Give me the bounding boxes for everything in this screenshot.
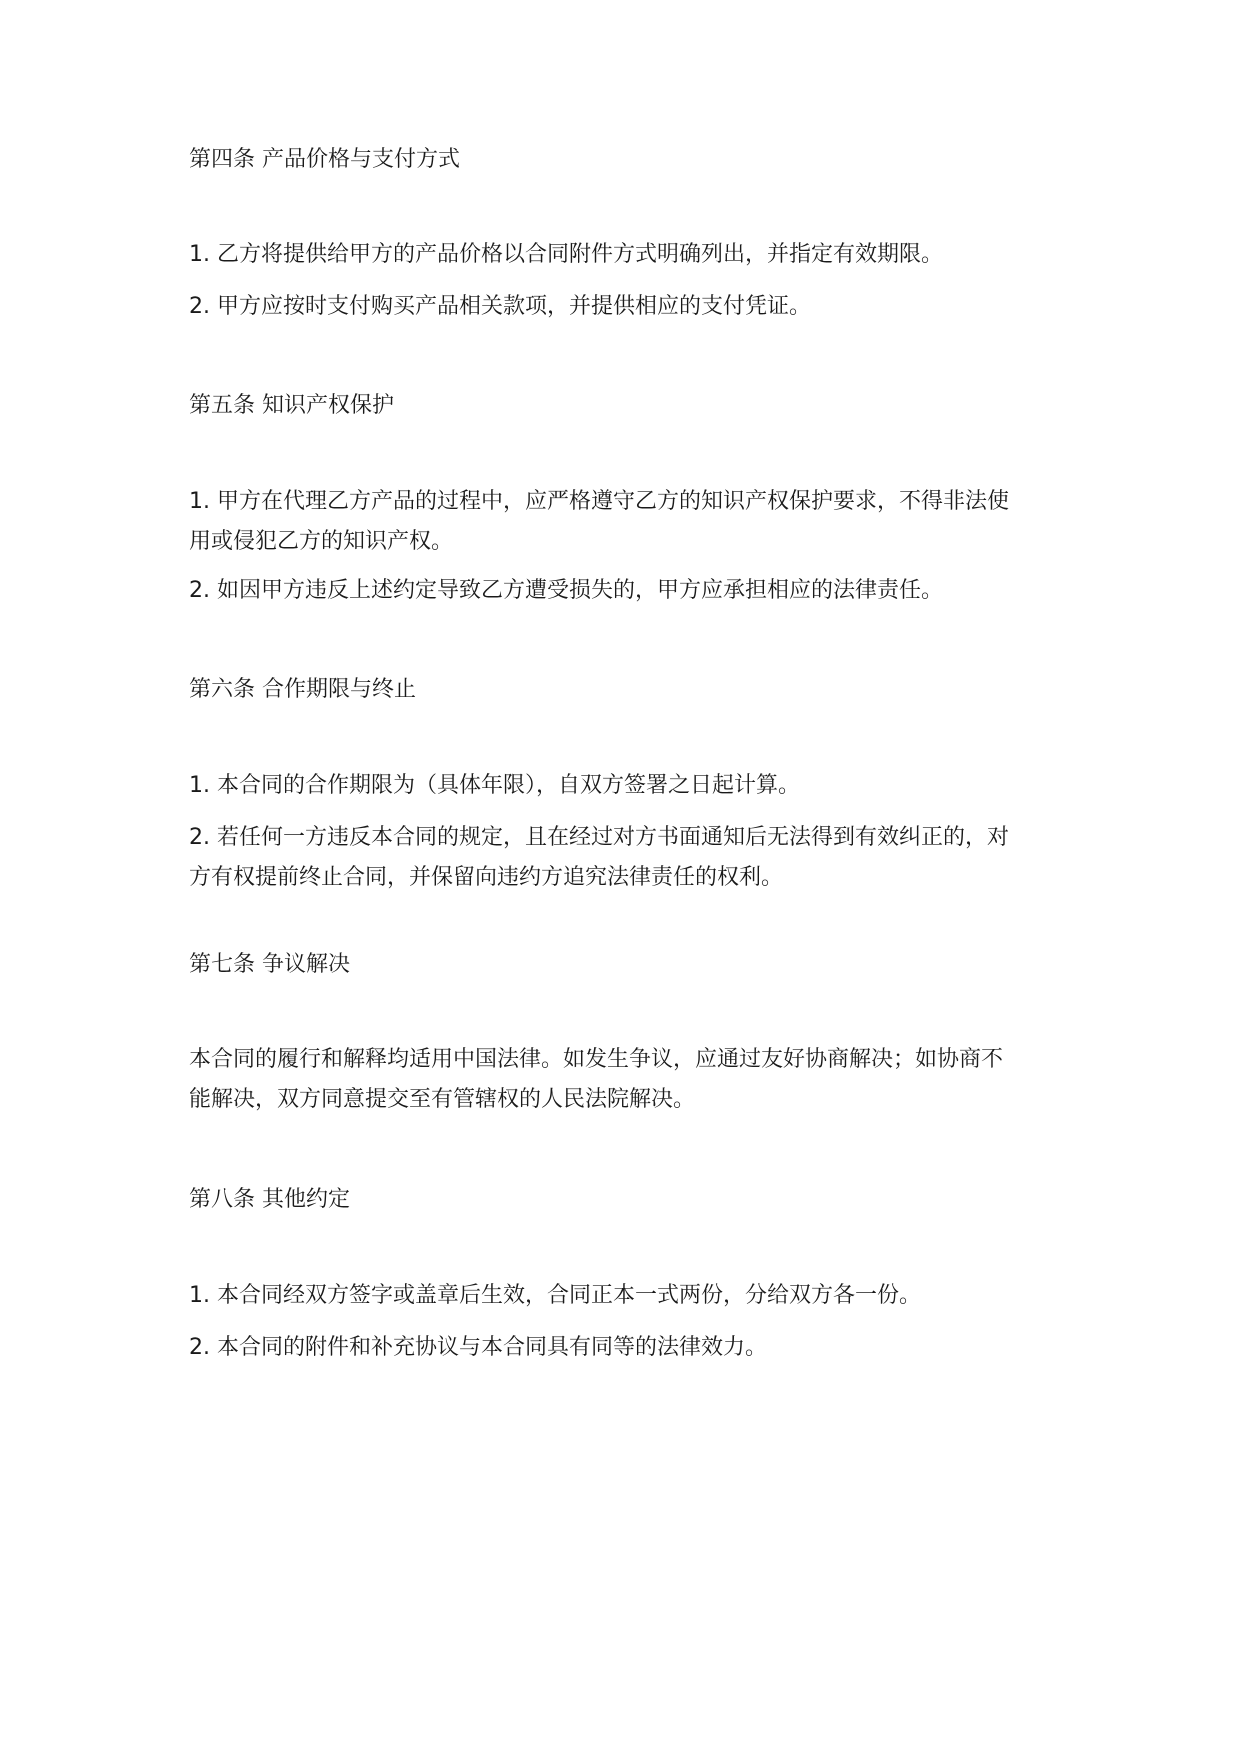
clause-item (189, 237, 1059, 273)
clause-item (189, 573, 1059, 609)
clause-line: 1. 本合同经双方签字或盖章后生效，合同正本一式两份，分给双方各一份。 (189, 1283, 921, 1308)
clause-line: 本合同的履行和解释均适用中国法律。如发生争议，应通过友好协商解决；如协商不 (189, 1047, 1004, 1072)
clause-item (189, 1278, 1059, 1314)
section-heading: 第五条 知识产权保护 (189, 393, 394, 418)
clause-item (189, 820, 1059, 896)
clause-line: 1. 甲方在代理乙方产品的过程中，应严格遵守乙方的知识产权保护要求，不得非法使 (189, 489, 1009, 514)
clause-line: 1. 本合同的合作期限为（具体年限），自双方签署之日起计算。 (189, 773, 800, 798)
clause-item (189, 484, 1059, 560)
clause-line: 方有权提前终止合同，并保留向违约方追究法律责任的权利。 (189, 865, 784, 890)
clause-item (189, 1330, 1059, 1366)
clause-line: 2. 本合同的附件和补充协议与本合同具有同等的法律效力。 (189, 1335, 767, 1360)
clause-item (189, 768, 1059, 804)
clause-line: 能解决，双方同意提交至有管辖权的人民法院解决。 (189, 1087, 696, 1112)
section-heading: 第七条 争议解决 (189, 952, 350, 977)
section-heading: 第四条 产品价格与支付方式 (189, 147, 460, 172)
section-heading: 第六条 合作期限与终止 (189, 677, 416, 702)
clause-line: 2. 如因甲方违反上述约定导致乙方遭受损失的，甲方应承担相应的法律责任。 (189, 578, 943, 603)
section-heading: 第八条 其他约定 (189, 1187, 350, 1212)
clause-line: 2. 若任何一方违反本合同的规定，且在经过对方书面通知后无法得到有效纠正的，对 (189, 825, 1009, 850)
clause-line: 1. 乙方将提供给甲方的产品价格以合同附件方式明确列出，并指定有效期限。 (189, 242, 943, 267)
clause-item (189, 1042, 1059, 1118)
clause-line: 2. 甲方应按时支付购买产品相关款项，并提供相应的支付凭证。 (189, 294, 811, 319)
clause-line: 用或侵犯乙方的知识产权。 (189, 529, 454, 554)
clause-item (189, 289, 1059, 325)
